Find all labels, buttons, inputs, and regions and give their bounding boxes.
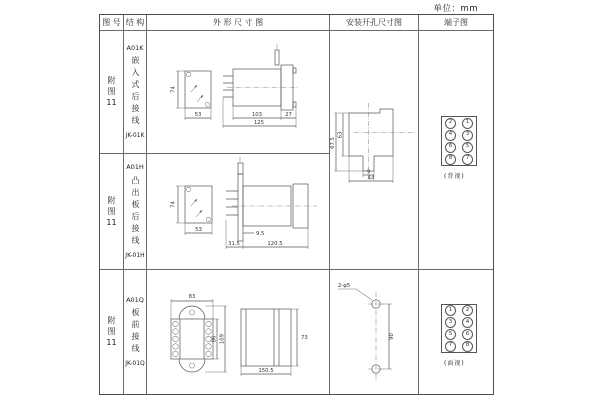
fig-char: 图 — [107, 327, 116, 336]
col-header-outline: 外 形 尺 寸 图 — [147, 15, 330, 31]
terminal-circle: 7 — [445, 341, 456, 352]
terminal-circle: 6 — [462, 329, 473, 340]
terminal-circle: 3 — [462, 130, 473, 141]
row1-fig-label — [100, 31, 124, 154]
fig-char: 11 — [106, 338, 117, 347]
terminal-circle: 2 — [445, 118, 456, 129]
terminal-circle: 8 — [462, 341, 473, 352]
fig-char: 11 — [106, 217, 117, 227]
row1-structure: 嵌入式后接线 — [131, 56, 140, 129]
terminal-circle: 8 — [445, 154, 456, 165]
row3-fig-label — [100, 270, 124, 394]
row2-model: A01H — [126, 163, 144, 172]
row2-code: JK-01H — [125, 251, 145, 259]
dim-label: 86 — [211, 335, 218, 343]
terminal-circle: 3 — [445, 317, 456, 328]
spec-table — [99, 14, 494, 395]
dim-label: 53 — [194, 112, 202, 118]
dim-label: 90 — [389, 333, 395, 340]
dim-label: 31.5 — [228, 241, 240, 247]
row2-outline-drawing — [147, 154, 329, 269]
terminal-circle: 7 — [462, 154, 473, 165]
fig-char: 图 — [107, 206, 116, 216]
terminal-circle: 4 — [462, 317, 473, 328]
cutout-cell — [330, 31, 419, 270]
row2-fig-label — [100, 154, 124, 270]
drill-holes-drawing — [330, 270, 418, 393]
terminal-diagram-front — [441, 304, 477, 353]
dim-label: 9.5 — [256, 231, 265, 237]
dim-label: 67.5 — [330, 137, 336, 149]
dim-label: 109 — [219, 333, 226, 345]
row3-structure: 板前接线 — [131, 308, 140, 357]
row1-code: JK-01K — [125, 132, 145, 140]
row1-structure-cell — [124, 31, 147, 154]
terminal-circle: 1 — [445, 305, 456, 316]
fig-char: 11 — [106, 98, 117, 107]
row2-outline-cell — [147, 154, 330, 270]
drill-holes-cell — [330, 270, 419, 394]
col-header-structure: 结 构 — [124, 15, 147, 31]
terminal-rear-cell — [419, 31, 493, 270]
terminal-circle: 5 — [462, 142, 473, 153]
dim-label: 53 — [195, 227, 202, 233]
dim-label: 125 — [253, 120, 265, 126]
col-header-mounting: 安装开孔尺寸图 — [330, 15, 419, 31]
fig-char: 附 — [107, 76, 116, 85]
terminal-rear-caption: (背视) — [444, 173, 465, 180]
col-header-fig-no: 图 号 — [100, 15, 124, 31]
terminal-front-caption: (面视) — [444, 360, 465, 367]
terminal-circle: 1 — [462, 118, 473, 129]
row3-outline-drawing — [147, 270, 329, 393]
dim-label: 150.5 — [258, 368, 274, 374]
row3-outline-cell — [147, 270, 330, 394]
dim-label: 44 — [367, 175, 375, 182]
dim-label: 103 — [251, 112, 263, 118]
row1-model: A01K — [126, 43, 144, 52]
terminal-diagram-rear — [441, 116, 477, 166]
dim-label: 74 — [170, 86, 177, 93]
dim-label: 83 — [188, 294, 196, 300]
terminal-front-cell — [419, 270, 493, 394]
fig-char: 附 — [107, 195, 116, 205]
dim-label: 9 — [366, 169, 371, 176]
row3-model: A01Q — [126, 295, 144, 304]
terminal-circle: 5 — [445, 329, 456, 340]
row1-outline-drawing — [147, 31, 329, 153]
dim-label: 63 — [337, 131, 344, 139]
col-header-terminal: 端子图 — [419, 15, 493, 31]
dim-label: 120.5 — [267, 241, 283, 247]
row1-outline-cell — [147, 31, 330, 154]
dim-label: 73 — [301, 335, 308, 341]
terminal-circle: 4 — [445, 130, 456, 141]
fig-char: 附 — [107, 316, 116, 325]
dim-label: 74 — [170, 201, 177, 208]
row2-structure-cell — [124, 154, 147, 270]
row3-structure-cell — [124, 270, 147, 394]
row3-code: JK-01Q — [125, 360, 145, 368]
fig-char: 图 — [107, 87, 116, 96]
row2-structure: 凸出板后接线 — [131, 175, 140, 248]
dim-label: 27 — [285, 112, 292, 118]
terminal-circle: 6 — [445, 142, 456, 153]
cutout-drawing — [330, 31, 418, 269]
terminal-circle: 2 — [462, 305, 473, 316]
unit-label: 单位：mm — [433, 4, 478, 14]
dim-label: 2-φ5 — [338, 283, 351, 289]
